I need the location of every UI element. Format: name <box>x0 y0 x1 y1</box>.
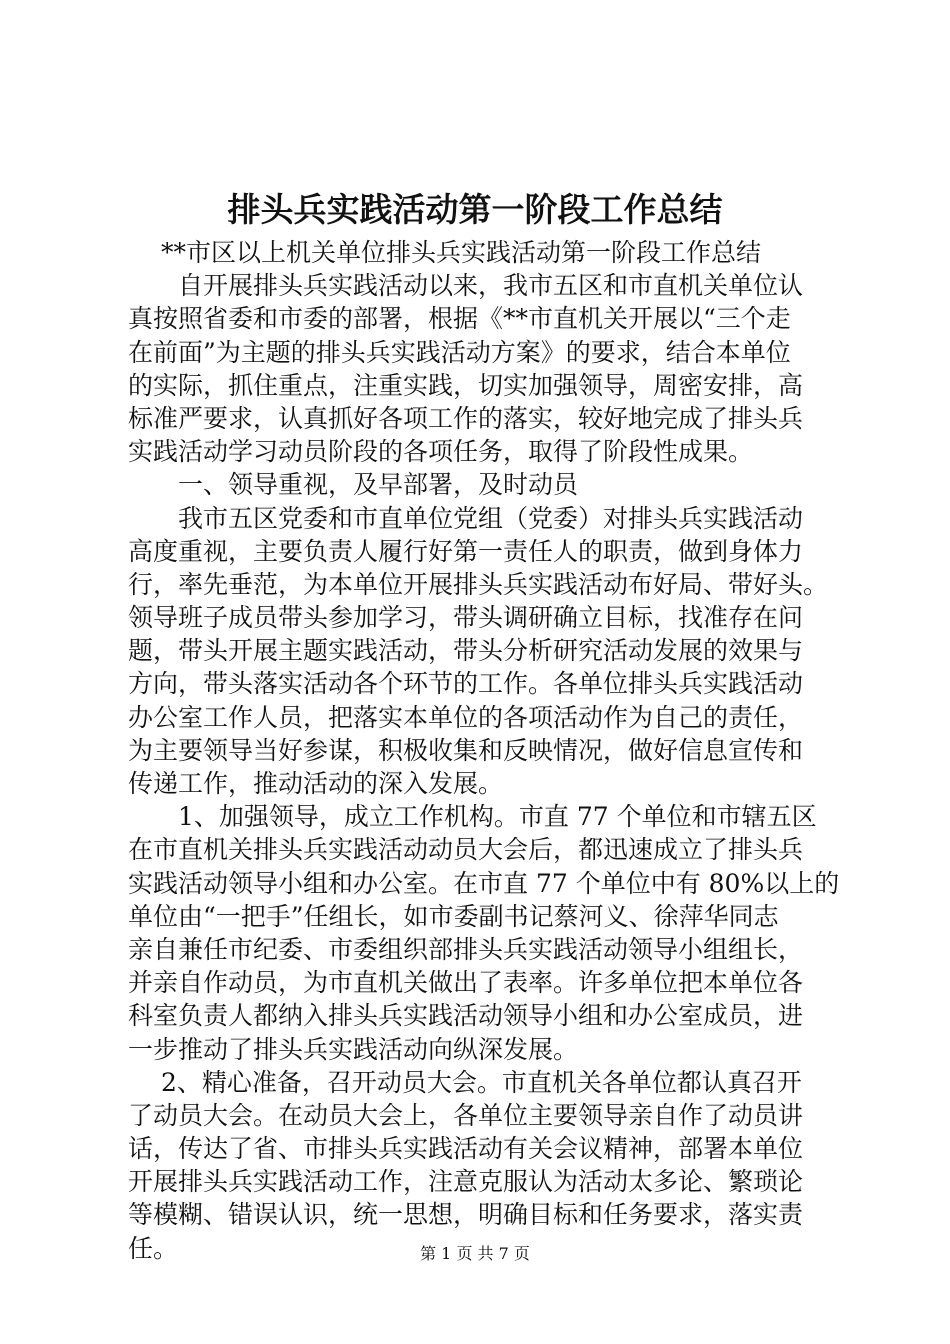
body-line: 等模糊、错误认识，统一思想，明确目标和任务要求，落实责 <box>128 1200 804 1230</box>
body-line: 单位由“一把手”任组长，如市委副书记蔡河义、徐萍华同志 <box>128 901 779 931</box>
section-heading: 一、领导重视，及早部署，及时动员 <box>128 470 579 500</box>
document-body <box>128 236 840 1265</box>
body-line: **市区以上机关单位排头兵实践活动第一阶段工作总结 <box>128 238 761 267</box>
body-line: 行，率先垂范，为本单位开展排头兵实践活动布好局、带好头。 <box>128 569 829 599</box>
body-line: 话，传达了省、市排头兵实践活动有关会议精神，部署本单位 <box>128 1134 804 1164</box>
body-line: 领导班子成员带头参加学习，带头调研确立目标，找准存在问 <box>128 603 804 633</box>
body-line: 一步推动了排头兵实践活动向纵深发展。 <box>128 1034 579 1064</box>
page-number: 第 1 页 共 7 页 <box>420 1244 530 1263</box>
body-line: 亲自兼任市纪委、市委组织部排头兵实践活动领导小组组长， <box>128 934 804 964</box>
body-line: 任。 <box>128 1233 179 1263</box>
body-line: 我市五区党委和市直单位党组（党委）对排头兵实践活动 <box>128 503 804 533</box>
body-line: 2、精心准备，召开动员大会。市直机关各单位都认真召开 <box>128 1067 802 1097</box>
body-line: 真按照省委和市委的部署，根据《**市直机关开展以“三个走 <box>128 304 791 334</box>
body-line: 1、加强领导，成立工作机构。市直 77 个单位和市辖五区 <box>128 802 817 832</box>
body-line: 自开展排头兵实践活动以来，我市五区和市直机关单位认 <box>128 271 804 301</box>
body-line: 标准严要求，认真抓好各项工作的落实，较好地完成了排头兵 <box>128 403 804 433</box>
body-line: 并亲自作动员，为市直机关做出了表率。许多单位把本单位各 <box>128 968 804 998</box>
body-line: 实践活动领导小组和办公室。在市直 77 个单位中有 80%以上的 <box>128 868 840 898</box>
body-line: 在市直机关排头兵实践活动动员大会后，都迅速成立了排头兵 <box>128 835 804 865</box>
body-line: 在前面”为主题的排头兵实践活动方案》的要求，结合本单位 <box>128 337 791 367</box>
document-title: 排头兵实践活动第一阶段工作总结 <box>227 190 723 229</box>
body-line: 的实际，抓住重点，注重实践，切实加强领导，周密安排，高 <box>128 370 804 400</box>
body-line: 传递工作，推动活动的深入发展。 <box>128 769 504 798</box>
body-line: 开展排头兵实践活动工作，注意克服认为活动太多论、繁琐论 <box>128 1167 804 1197</box>
body-line: 高度重视，主要负责人履行好第一责任人的职责，做到身体力 <box>128 536 804 566</box>
body-line: 办公室工作人员，把落实本单位的各项活动作为自己的责任， <box>128 702 804 732</box>
body-line: 为主要领导当好参谋，积极收集和反映情况，做好信息宣传和 <box>128 735 804 765</box>
body-line: 题，带头开展主题实践活动，带头分析研究活动发展的效果与 <box>128 636 804 666</box>
body-line: 方向，带头落实活动各个环节的工作。各单位排头兵实践活动 <box>128 669 804 699</box>
body-line: 实践活动学习动员阶段的各项任务，取得了阶段性成果。 <box>128 437 754 467</box>
body-line: 了动员大会。在动员大会上，各单位主要领导亲自作了动员讲 <box>128 1100 804 1130</box>
body-line: 科室负责人都纳入排头兵实践活动领导小组和办公室成员，进 <box>128 1001 804 1031</box>
